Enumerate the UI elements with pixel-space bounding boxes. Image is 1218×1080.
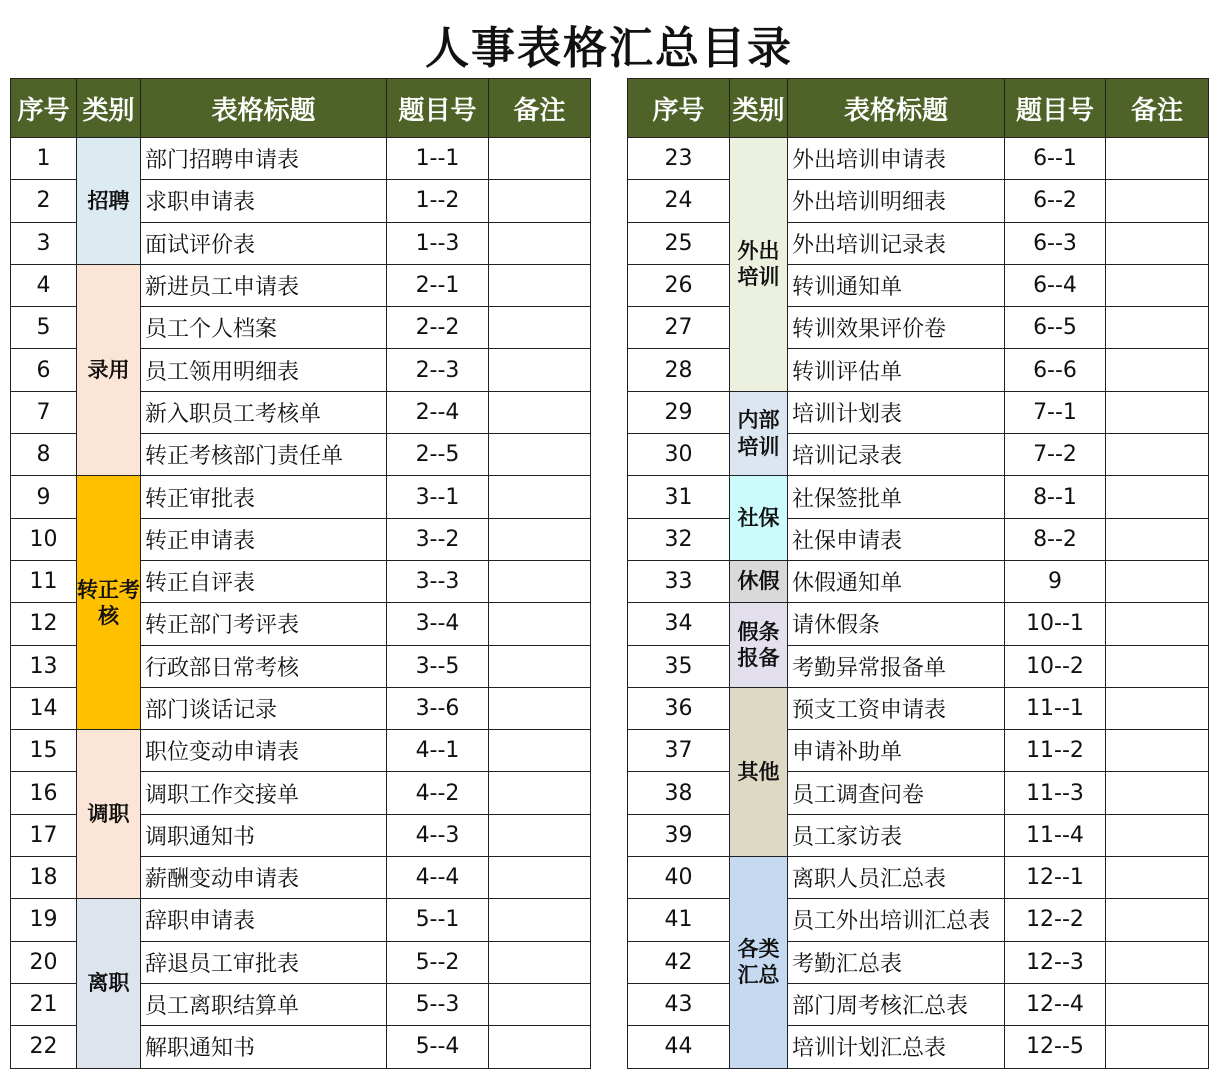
row-code: 12--3 xyxy=(1005,941,1106,983)
table-row xyxy=(628,941,1209,983)
row-note xyxy=(1106,180,1209,222)
row-seq: 25 xyxy=(628,222,730,264)
table-row xyxy=(628,1026,1209,1068)
row-code: 4--4 xyxy=(387,857,489,899)
table-row xyxy=(628,730,1209,772)
row-note xyxy=(489,138,591,180)
row-code: 6--2 xyxy=(1005,180,1106,222)
row-title: 请休假条 xyxy=(788,603,1005,645)
row-code: 3--5 xyxy=(387,645,489,687)
row-note xyxy=(489,560,591,602)
row-title: 转正申请表 xyxy=(141,518,387,560)
row-seq: 21 xyxy=(11,983,77,1025)
row-code: 12--4 xyxy=(1005,983,1106,1025)
row-code: 2--4 xyxy=(387,391,489,433)
row-note xyxy=(489,264,591,306)
row-seq: 23 xyxy=(628,138,730,180)
row-code: 10--1 xyxy=(1005,603,1106,645)
row-code: 1--2 xyxy=(387,180,489,222)
row-title: 外出培训申请表 xyxy=(788,138,1005,180)
row-code: 2--2 xyxy=(387,307,489,349)
row-seq: 36 xyxy=(628,687,730,729)
row-seq: 5 xyxy=(11,307,77,349)
table-row xyxy=(628,476,1209,518)
row-note xyxy=(489,391,591,433)
row-seq: 19 xyxy=(11,899,77,941)
row-title: 外出培训明细表 xyxy=(788,180,1005,222)
row-seq: 2 xyxy=(11,180,77,222)
row-note xyxy=(1106,772,1209,814)
row-seq: 26 xyxy=(628,264,730,306)
row-note xyxy=(1106,222,1209,264)
row-code: 12--1 xyxy=(1005,857,1106,899)
row-title: 部门招聘申请表 xyxy=(141,138,387,180)
row-title: 调职工作交接单 xyxy=(141,772,387,814)
row-title: 员工离职结算单 xyxy=(141,983,387,1025)
header-row xyxy=(11,79,591,138)
row-note xyxy=(1106,941,1209,983)
row-seq: 20 xyxy=(11,941,77,983)
row-seq: 24 xyxy=(628,180,730,222)
row-note xyxy=(489,772,591,814)
category-cell: 转正考核 xyxy=(77,476,141,730)
row-title: 离职人员汇总表 xyxy=(788,857,1005,899)
row-note xyxy=(1106,518,1209,560)
table-row xyxy=(11,264,591,306)
row-note xyxy=(489,180,591,222)
row-seq: 17 xyxy=(11,814,77,856)
row-title: 培训计划汇总表 xyxy=(788,1026,1005,1068)
right-directory-table xyxy=(627,78,1209,1069)
row-title: 休假通知单 xyxy=(788,560,1005,602)
table-row xyxy=(628,687,1209,729)
row-title: 培训记录表 xyxy=(788,434,1005,476)
table-row xyxy=(628,518,1209,560)
row-seq: 4 xyxy=(11,264,77,306)
row-seq: 6 xyxy=(11,349,77,391)
row-seq: 42 xyxy=(628,941,730,983)
row-code: 5--1 xyxy=(387,899,489,941)
row-seq: 40 xyxy=(628,857,730,899)
row-code: 2--1 xyxy=(387,264,489,306)
row-title: 部门谈话记录 xyxy=(141,687,387,729)
row-note xyxy=(489,814,591,856)
left-directory-table xyxy=(10,78,591,1069)
row-note xyxy=(1106,349,1209,391)
row-seq: 32 xyxy=(628,518,730,560)
row-seq: 28 xyxy=(628,349,730,391)
row-title: 申请补助单 xyxy=(788,730,1005,772)
row-code: 5--4 xyxy=(387,1026,489,1068)
row-note xyxy=(1106,603,1209,645)
row-title: 社保申请表 xyxy=(788,518,1005,560)
row-seq: 11 xyxy=(11,560,77,602)
row-code: 5--2 xyxy=(387,941,489,983)
row-seq: 18 xyxy=(11,857,77,899)
header-category: 类别 xyxy=(77,79,141,138)
header-note: 备注 xyxy=(489,79,591,138)
row-code: 11--1 xyxy=(1005,687,1106,729)
row-seq: 44 xyxy=(628,1026,730,1068)
row-seq: 13 xyxy=(11,645,77,687)
table-row xyxy=(628,857,1209,899)
table-row xyxy=(11,138,591,180)
row-code: 4--2 xyxy=(387,772,489,814)
table-row xyxy=(11,730,591,772)
table-row xyxy=(628,307,1209,349)
row-note xyxy=(489,349,591,391)
row-title: 转正审批表 xyxy=(141,476,387,518)
row-note xyxy=(1106,391,1209,433)
row-code: 6--4 xyxy=(1005,264,1106,306)
category-cell: 招聘 xyxy=(77,138,141,265)
category-cell: 内部培训 xyxy=(730,391,788,476)
row-title: 转训评估单 xyxy=(788,349,1005,391)
category-cell: 休假 xyxy=(730,560,788,602)
row-code: 1--1 xyxy=(387,138,489,180)
row-seq: 30 xyxy=(628,434,730,476)
row-title: 行政部日常考核 xyxy=(141,645,387,687)
row-seq: 7 xyxy=(11,391,77,433)
row-title: 新入职员工考核单 xyxy=(141,391,387,433)
row-title: 职位变动申请表 xyxy=(141,730,387,772)
row-title: 转正自评表 xyxy=(141,560,387,602)
row-note xyxy=(489,899,591,941)
row-code: 12--2 xyxy=(1005,899,1106,941)
row-note xyxy=(1106,560,1209,602)
row-title: 面试评价表 xyxy=(141,222,387,264)
row-code: 2--3 xyxy=(387,349,489,391)
row-title: 解职通知书 xyxy=(141,1026,387,1068)
row-code: 3--2 xyxy=(387,518,489,560)
table-row xyxy=(628,899,1209,941)
row-code: 9 xyxy=(1005,560,1106,602)
row-title: 员工领用明细表 xyxy=(141,349,387,391)
row-note xyxy=(1106,899,1209,941)
header-seq: 序号 xyxy=(628,79,730,138)
row-seq: 29 xyxy=(628,391,730,433)
row-note xyxy=(1106,264,1209,306)
header-code: 题目号 xyxy=(387,79,489,138)
row-seq: 31 xyxy=(628,476,730,518)
row-code: 6--6 xyxy=(1005,349,1106,391)
category-cell: 假条报备 xyxy=(730,603,788,688)
row-title: 求职申请表 xyxy=(141,180,387,222)
table-row xyxy=(628,264,1209,306)
row-note xyxy=(1106,1026,1209,1068)
row-title: 转训效果评价卷 xyxy=(788,307,1005,349)
table-row xyxy=(11,476,591,518)
row-code: 6--5 xyxy=(1005,307,1106,349)
row-note xyxy=(1106,730,1209,772)
header-title: 表格标题 xyxy=(788,79,1005,138)
row-seq: 34 xyxy=(628,603,730,645)
table-row xyxy=(628,138,1209,180)
table-row xyxy=(628,814,1209,856)
row-code: 1--3 xyxy=(387,222,489,264)
row-note xyxy=(489,603,591,645)
row-title: 员工外出培训汇总表 xyxy=(788,899,1005,941)
row-seq: 16 xyxy=(11,772,77,814)
row-seq: 9 xyxy=(11,476,77,518)
row-code: 6--1 xyxy=(1005,138,1106,180)
row-seq: 22 xyxy=(11,1026,77,1068)
row-note xyxy=(1106,983,1209,1025)
category-cell: 社保 xyxy=(730,476,788,561)
row-code: 11--3 xyxy=(1005,772,1106,814)
category-cell: 各类汇总 xyxy=(730,857,788,1068)
row-seq: 12 xyxy=(11,603,77,645)
header-title: 表格标题 xyxy=(141,79,387,138)
category-cell: 录用 xyxy=(77,264,141,475)
row-code: 12--5 xyxy=(1005,1026,1106,1068)
header-category: 类别 xyxy=(730,79,788,138)
row-note xyxy=(1106,434,1209,476)
row-note xyxy=(489,222,591,264)
row-code: 4--3 xyxy=(387,814,489,856)
row-code: 10--2 xyxy=(1005,645,1106,687)
row-code: 7--1 xyxy=(1005,391,1106,433)
row-note xyxy=(489,1026,591,1068)
row-title: 外出培训记录表 xyxy=(788,222,1005,264)
row-code: 3--1 xyxy=(387,476,489,518)
row-note xyxy=(489,518,591,560)
row-title: 新进员工申请表 xyxy=(141,264,387,306)
header-row xyxy=(628,79,1209,138)
row-seq: 10 xyxy=(11,518,77,560)
row-title: 考勤汇总表 xyxy=(788,941,1005,983)
table-row xyxy=(628,603,1209,645)
row-title: 薪酬变动申请表 xyxy=(141,857,387,899)
table-row xyxy=(628,180,1209,222)
table-row xyxy=(628,391,1209,433)
row-code: 11--2 xyxy=(1005,730,1106,772)
row-note xyxy=(489,434,591,476)
row-seq: 14 xyxy=(11,687,77,729)
row-code: 2--5 xyxy=(387,434,489,476)
row-seq: 1 xyxy=(11,138,77,180)
table-row xyxy=(628,222,1209,264)
header-note: 备注 xyxy=(1106,79,1209,138)
row-code: 3--6 xyxy=(387,687,489,729)
category-cell: 离职 xyxy=(77,899,141,1068)
row-note xyxy=(489,687,591,729)
row-title: 转训通知单 xyxy=(788,264,1005,306)
page-title: 人事表格汇总目录 xyxy=(425,23,793,74)
row-note xyxy=(489,645,591,687)
table-row xyxy=(628,983,1209,1025)
table-row xyxy=(628,645,1209,687)
row-seq: 33 xyxy=(628,560,730,602)
row-note xyxy=(489,307,591,349)
table-row xyxy=(628,434,1209,476)
row-note xyxy=(1106,307,1209,349)
row-title: 员工家访表 xyxy=(788,814,1005,856)
category-cell: 调职 xyxy=(77,730,141,899)
row-title: 部门周考核汇总表 xyxy=(788,983,1005,1025)
row-seq: 35 xyxy=(628,645,730,687)
row-seq: 8 xyxy=(11,434,77,476)
row-seq: 37 xyxy=(628,730,730,772)
row-seq: 39 xyxy=(628,814,730,856)
row-code: 3--4 xyxy=(387,603,489,645)
row-title: 预支工资申请表 xyxy=(788,687,1005,729)
header-seq: 序号 xyxy=(11,79,77,138)
row-note xyxy=(489,857,591,899)
row-title: 转正部门考评表 xyxy=(141,603,387,645)
row-code: 11--4 xyxy=(1005,814,1106,856)
row-note xyxy=(489,983,591,1025)
row-seq: 38 xyxy=(628,772,730,814)
table-row xyxy=(11,899,591,941)
row-note xyxy=(489,730,591,772)
row-code: 3--3 xyxy=(387,560,489,602)
row-title: 员工个人档案 xyxy=(141,307,387,349)
row-title: 辞职申请表 xyxy=(141,899,387,941)
row-title: 转正考核部门责任单 xyxy=(141,434,387,476)
row-seq: 27 xyxy=(628,307,730,349)
row-code: 8--2 xyxy=(1005,518,1106,560)
row-title: 社保签批单 xyxy=(788,476,1005,518)
row-note xyxy=(1106,645,1209,687)
row-title: 培训计划表 xyxy=(788,391,1005,433)
category-cell: 其他 xyxy=(730,687,788,856)
row-code: 4--1 xyxy=(387,730,489,772)
row-note xyxy=(489,941,591,983)
row-note xyxy=(1106,687,1209,729)
row-note xyxy=(1106,814,1209,856)
table-row xyxy=(628,772,1209,814)
row-seq: 3 xyxy=(11,222,77,264)
row-code: 6--3 xyxy=(1005,222,1106,264)
row-title: 调职通知书 xyxy=(141,814,387,856)
row-note xyxy=(489,476,591,518)
row-seq: 43 xyxy=(628,983,730,1025)
row-note xyxy=(1106,857,1209,899)
row-title: 考勤异常报备单 xyxy=(788,645,1005,687)
row-title: 辞退员工审批表 xyxy=(141,941,387,983)
row-note xyxy=(1106,476,1209,518)
table-row xyxy=(628,349,1209,391)
row-code: 5--3 xyxy=(387,983,489,1025)
row-code: 8--1 xyxy=(1005,476,1106,518)
header-code: 题目号 xyxy=(1005,79,1106,138)
row-title: 员工调查问卷 xyxy=(788,772,1005,814)
category-cell: 外出培训 xyxy=(730,138,788,392)
row-note xyxy=(1106,138,1209,180)
row-seq: 41 xyxy=(628,899,730,941)
row-seq: 15 xyxy=(11,730,77,772)
table-row xyxy=(628,560,1209,602)
row-code: 7--2 xyxy=(1005,434,1106,476)
